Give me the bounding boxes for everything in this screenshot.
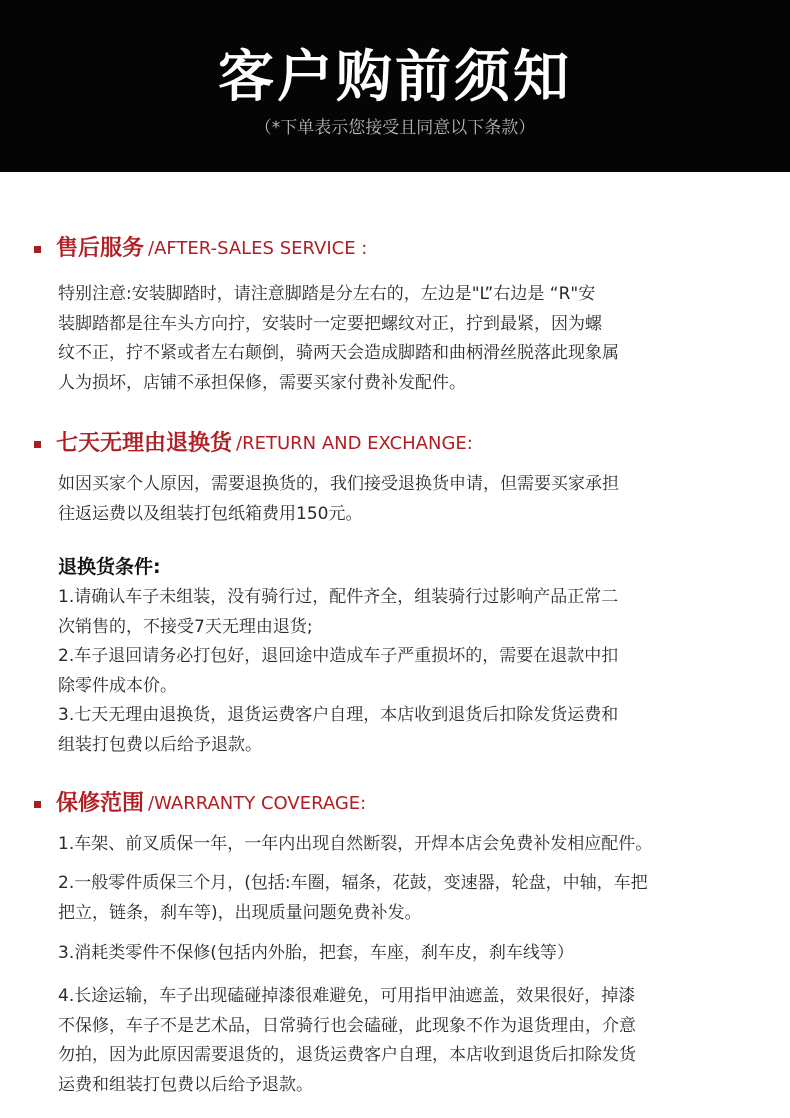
warranty-line: 1.车架、前叉质保一年，一年内出现自然断裂，开焊本店会免费补发相应配件。: [58, 834, 653, 854]
returns-heading: [34, 428, 473, 460]
page-subtitle: （*下单表示您接受且同意以下条款）: [254, 118, 536, 138]
after-sales-heading: [34, 233, 367, 265]
text-line: 如因买家个人原因，需要退换货的，我们接受退换货申请，但需要买家承担: [58, 474, 619, 494]
section-bullet-icon: [34, 441, 41, 448]
warranty-line: 运费和组装打包费以后给予退款。: [58, 1074, 313, 1095]
condition-line: 3.七天无理由退换货，退货运费客户自理，本店收到退货后扣除发货运费和: [58, 705, 619, 725]
text-line: 往返运费以及组装打包纸箱费用150元。: [58, 503, 363, 524]
page-title: 客户购前须知: [218, 45, 572, 110]
condition-line: 除零件成本价。: [58, 675, 177, 696]
condition-line: 1.请确认车子未组装，没有骑行过，配件齐全，组装骑行过影响产品正常二: [58, 587, 619, 607]
after-sales-text: [58, 280, 758, 398]
warranty-item-1: [58, 830, 758, 860]
warranty-line: 勿拍，因为此原因需要退货的，退货运费客户自理，本店收到退货后扣除发货: [58, 1045, 636, 1065]
warranty-line: 不保修，车子不是艺术品，日常骑行也会磕碰，此现象不作为退货理由，介意: [58, 1015, 636, 1036]
condition-line: 次销售的，不接受7天无理由退货;: [58, 616, 313, 637]
after-sales-title-cn: 售后服务: [56, 236, 145, 261]
warranty-line: 2.一般零件质保三个月，(包括:车圈，辐条，花鼓，变速器，轮盘，中轴，车把: [58, 873, 648, 893]
section-bullet-icon: [34, 246, 41, 253]
warranty-item-4: [58, 982, 758, 1100]
warranty-item-3: [58, 939, 758, 969]
text-line: 人为损坏，店铺不承担保修，需要买家付费补发配件。: [58, 372, 466, 393]
condition-line: 组装打包费以后给予退款。: [58, 734, 262, 755]
return-conditions-title: 退换货条件:: [58, 556, 161, 578]
return-conditions-list: [58, 583, 758, 760]
returns-title-en: /RETURN AND EXCHANGE:: [236, 433, 473, 454]
condition-line: 2.车子退回请务必打包好，退回途中造成车子严重损坏的，需要在退款中扣: [58, 646, 619, 666]
returns-title-cn: 七天无理由退换货: [56, 431, 233, 456]
header-banner: [0, 0, 790, 172]
section-bullet-icon: [34, 801, 41, 808]
warranty-title-cn: 保修范围: [56, 791, 145, 816]
text-line: 特别注意:安装脚踏时，请注意脚踏是分左右的，左边是"L”右边是 “R"安: [58, 284, 596, 304]
text-line: 纹不正，拧不紧或者左右颠倒，骑两天会造成脚踏和曲柄滑丝脱落此现象属: [58, 343, 619, 363]
text-line: 装脚踏都是往车头方向拧，安装时一定要把螺纹对正，拧到最紧，因为螺: [58, 313, 602, 334]
after-sales-title-en: /AFTER-SALES SERVICE :: [148, 238, 368, 259]
warranty-heading: [34, 788, 366, 820]
warranty-item-2: [58, 869, 758, 928]
warranty-line: 3.消耗类零件不保修(包括内外胎，把套，车座，刹车皮，刹车线等）: [58, 943, 574, 963]
returns-text: [58, 470, 758, 529]
warranty-line: 4.长途运输，车子出现磕碰掉漆很难避免，可用指甲油遮盖，效果很好，掉漆: [58, 986, 636, 1006]
warranty-title-en: /WARRANTY COVERAGE:: [148, 793, 367, 814]
warranty-line: 把立，链条，刹车等)，出现质量问题免费补发。: [58, 902, 422, 923]
